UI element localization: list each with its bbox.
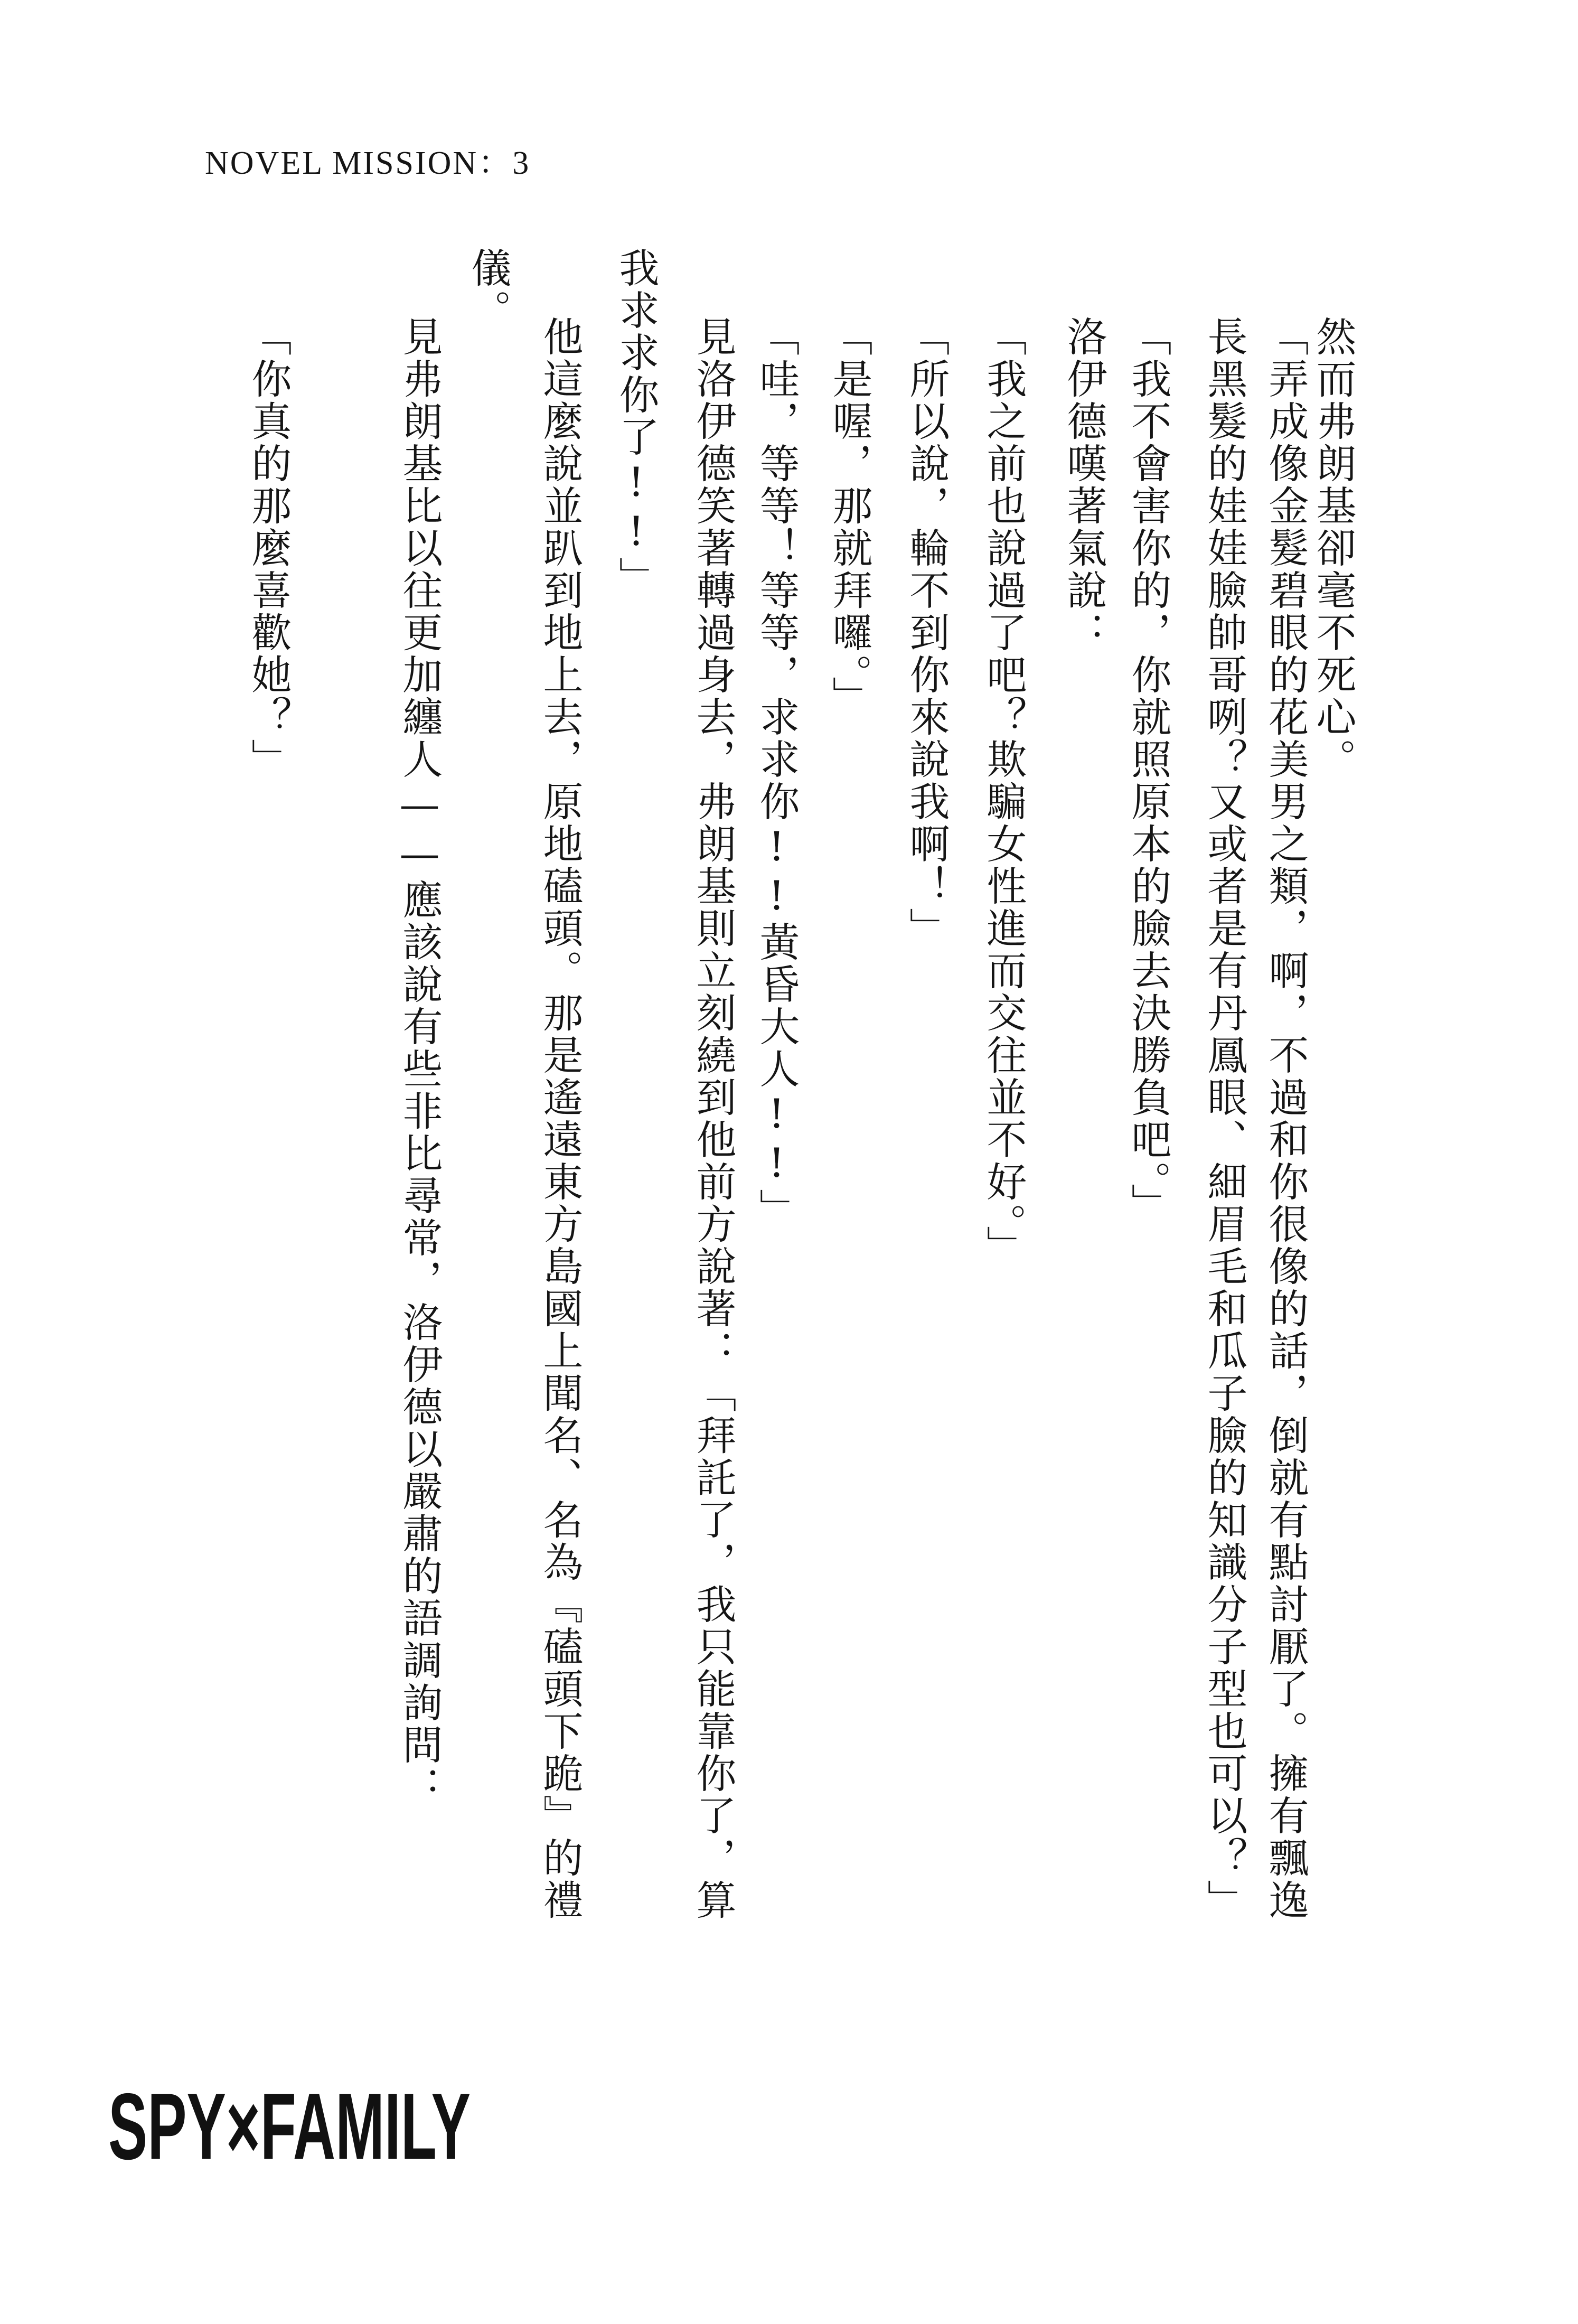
text-column-1: 然而弗朗基卻毫不死心。 [1310,316,1357,781]
text-column-15: 「你真的那麼喜歡她？」 [245,316,292,781]
text-column-13: 儀。 [465,247,512,332]
text-column-11: 我求求你了!!」 [613,247,660,599]
text-column-10: 見洛伊德笑著轉過身去，弗朗基則立刻繞到他前方說著：「拜託了，我只能靠你了，算 [690,316,737,1922]
text-column-2: 「弄成像金髮碧眼的花美男之類，啊，不過和你很像的話，倒就有點討厭了。擁有飄逸 [1262,316,1309,1922]
text-column-7: 「所以說，輪不到你來說我啊！」 [903,316,950,950]
text-column-8: 「是喔，那就拜囉。」 [826,316,873,718]
page-header: NOVEL MISSION：3 [205,145,531,181]
text-column-9: 「哇，等等！等等，求求你!!黃昏大人!!」 [753,316,800,1231]
text-column-4: 「我不會害你的，你就照原本的臉去決勝負吧。」 [1125,316,1172,1225]
text-column-12: 他這麼說並趴到地上去，原地磕頭。那是遙遠東方島國上聞名、名為『磕頭下跪』的禮 [537,316,584,1922]
text-column-14: 見弗朗基比以往更加纏人——應該說有些非比尋常，洛伊德以嚴肅的語調詢問： [396,316,443,1808]
svg-text:SPY×FAMILY: SPY×FAMILY [108,2073,471,2179]
text-column-6: 「我之前也說過了吧？欺騙女性進而交往並不好。」 [980,316,1027,1268]
text-column-5: 洛伊德嘆著氣說： [1060,316,1107,654]
text-column-3: 長黑髮的娃娃臉帥哥咧？又或者是有丹鳳眼、細眉毛和瓜子臉的知識分子型也可以？」 [1201,316,1248,1922]
spy-family-logo [108,2073,473,2179]
